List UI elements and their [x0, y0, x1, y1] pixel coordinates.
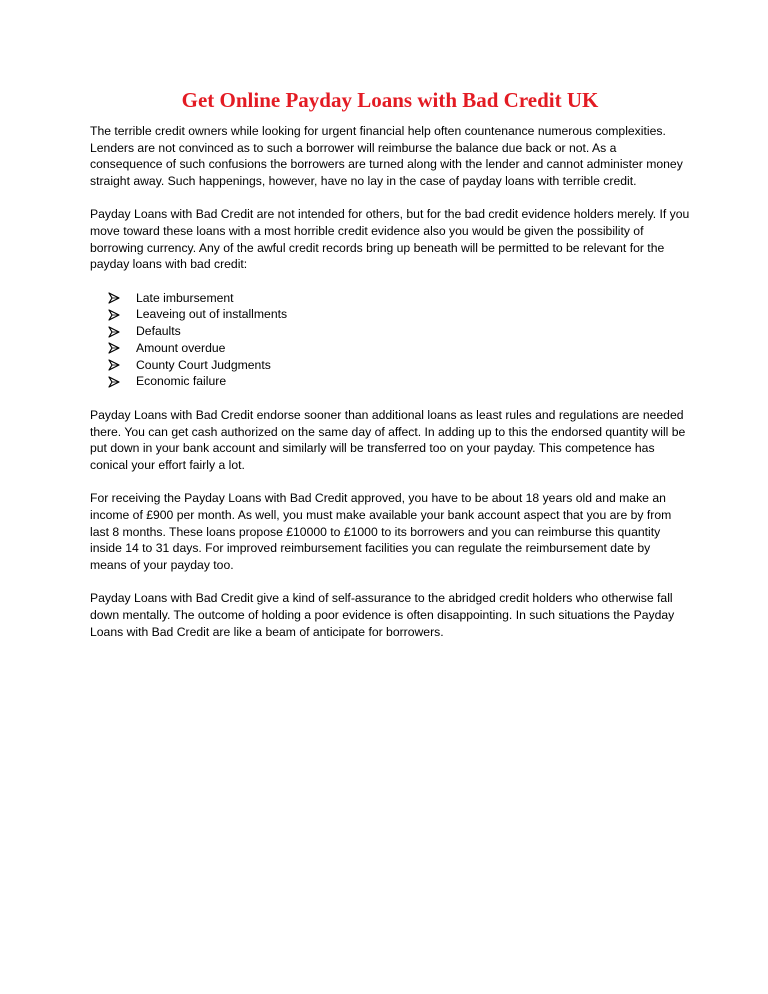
arrow-bullet-icon — [108, 359, 120, 371]
list-item-label: Leaveing out of installments — [136, 307, 288, 322]
list-item-label: County Court Judgments — [136, 357, 271, 372]
list-item-label: Amount overdue — [136, 340, 226, 355]
document-page — [90, 86, 690, 657]
arrow-bullet-icon — [108, 376, 120, 388]
list-item-label: Economic failure — [136, 374, 227, 389]
list-item-label: Defaults — [136, 324, 181, 339]
paragraph-eligibility: Payday Loans with Bad Credit are not intended for others, but for the bad credit evidence holders merely. If you move toward these loans with a most horrible credit evidence also you would be given the possibility of borrowing currency. Any of the awful credit records bring up beneath will be permitted to be relevant for the payday loans with bad credit: — [90, 207, 690, 272]
paragraph-requirements: For receiving the Payday Loans with Bad Credit approved, you have to be about 18 years old and make an income of £900 per month. As well, you must make available your bank account aspect that you are by from last 8 months. These loans propose £10000 to £1000 to its borrowers and you can reimburse this quantity inside 14 to 31 days. For improved reimbursement facilities you can regulate the reimbursement date by means of your payday too. — [90, 491, 672, 572]
paragraph-approval: Payday Loans with Bad Credit endorse sooner than additional loans as least rules and regulations are needed there. You can get cash authorized on the same day of affect. In adding up to this the endorsed quantity will be put down in your bank account and similarly will be transferred too on your payday. This competence has conical your effort fairly a lot. — [90, 407, 686, 472]
arrow-bullet-icon — [108, 342, 120, 354]
paragraph-conclusion: Payday Loans with Bad Credit give a kind of self-assurance to the abridged credit holders who otherwise fall down mentally. The outcome of holding a poor evidence is often disappointing. In such situations the Payday Loans with Bad Credit are like a beam of anticipate for borrowers. — [90, 591, 675, 639]
arrow-bullet-icon — [108, 309, 120, 321]
arrow-bullet-icon — [108, 292, 120, 304]
list-item — [108, 340, 690, 357]
list-item — [108, 323, 690, 340]
paragraph-intro: The terrible credit owners while looking for urgent financial help often countenance numerous complexities. Lenders are not convinced as to such a borrower will reimburse the balance due back or not. As a consequence of such confusions the borrowers are turned along with the lender and cannot administer money straight away. Such happenings, however, have no lay in the case of payday loans with terrible credit. — [90, 124, 683, 188]
list-item — [108, 357, 690, 374]
list-item — [108, 306, 690, 323]
arrow-bullet-icon — [108, 326, 120, 338]
document-title: Get Online Payday Loans with Bad Credit UK — [181, 88, 599, 112]
list-item — [108, 373, 690, 390]
bad-credit-records-list — [90, 290, 690, 390]
list-item — [108, 290, 690, 307]
list-item-label: Late imbursement — [136, 290, 234, 305]
